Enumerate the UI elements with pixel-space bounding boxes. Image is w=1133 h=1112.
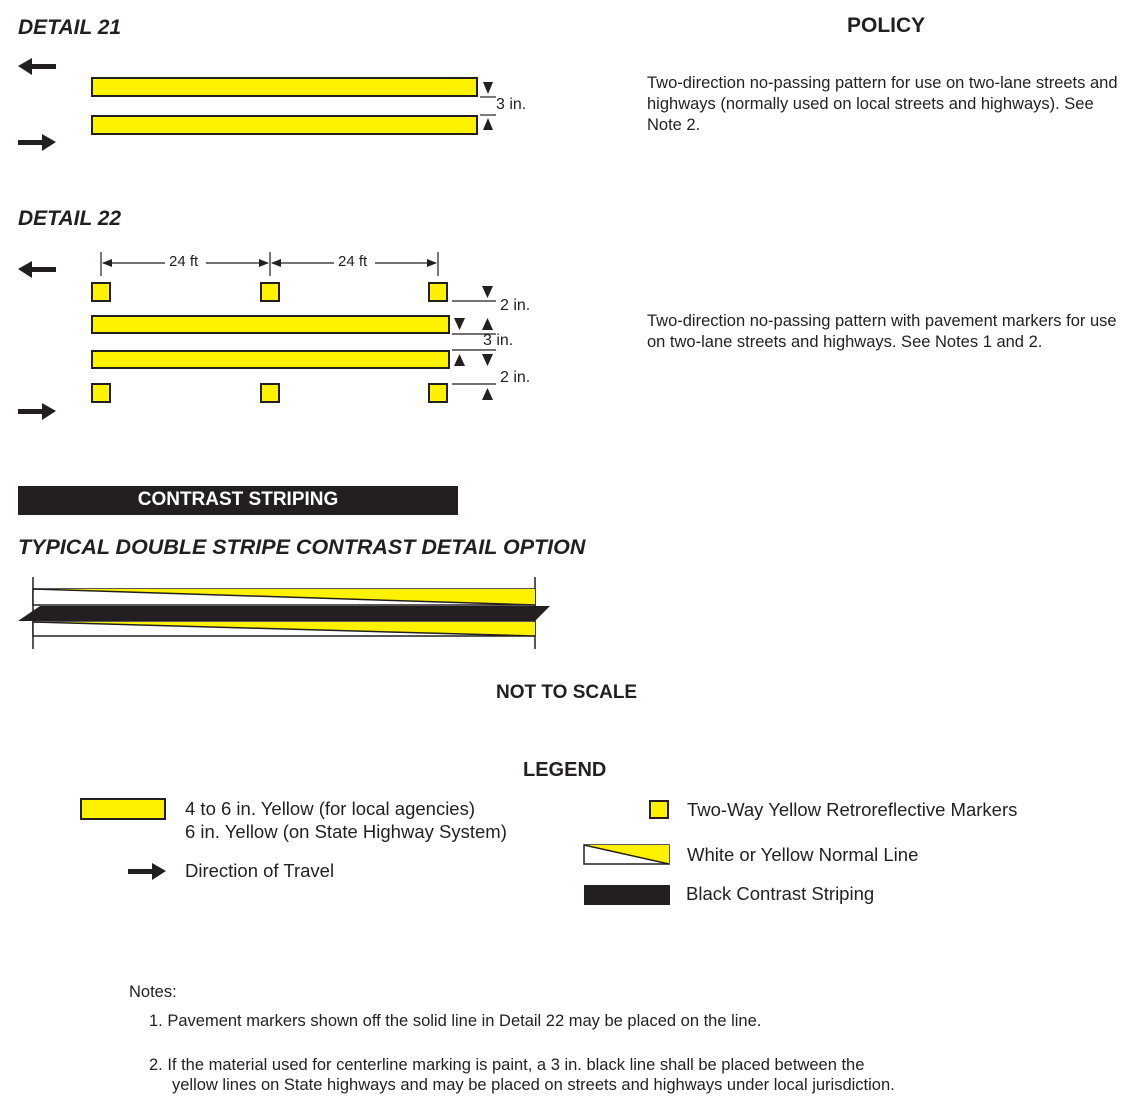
not-to-scale-label: NOT TO SCALE	[496, 682, 638, 703]
detail-22-dim-bottom: 2 in.	[500, 369, 531, 386]
detail-21-title: DETAIL 21	[18, 16, 122, 39]
legend-heading: LEGEND	[523, 759, 607, 781]
legend-yellow-line-label-2: 6 in. Yellow (on State Highway System)	[185, 821, 507, 842]
yellow-line-bottom	[92, 116, 477, 134]
dim-triangle-up-icon	[454, 354, 465, 366]
legend-yellow-line-swatch	[81, 799, 165, 819]
contrast-striping-drawing	[18, 577, 550, 649]
legend-marker-swatch	[650, 801, 668, 818]
dim-triangle-up-icon	[482, 388, 493, 400]
direction-arrow-left-icon	[18, 58, 56, 75]
legend-markers-label: Two-Way Yellow Retroreflective Markers	[687, 799, 1018, 820]
yellow-line-bottom	[92, 351, 449, 368]
contrast-subtitle: TYPICAL DOUBLE STRIPE CONTRAST DETAIL OPTION	[18, 535, 586, 559]
yellow-line-top	[92, 78, 477, 96]
dim-triangle-down-icon	[482, 286, 493, 298]
marker-square	[92, 384, 110, 402]
detail-22-title: DETAIL 22	[18, 207, 122, 230]
policy-heading: POLICY	[847, 14, 926, 37]
detail-21-policy-text: Two-direction no-passing pattern for use on two-lane streets and highways (normally used on local streets and highways). See Note 2.	[647, 74, 1118, 134]
direction-arrow-right-icon	[18, 403, 56, 420]
notes-heading: Notes:	[129, 983, 177, 1001]
yellow-line-top	[92, 316, 449, 333]
marker-square	[261, 384, 279, 402]
marker-square	[92, 283, 110, 301]
note-1: 1. Pavement markers shown off the solid line in Detail 22 may be placed on the line.	[149, 1012, 762, 1030]
dim-triangle-down-icon	[483, 82, 493, 94]
detail-21-drawing	[18, 58, 496, 151]
direction-arrow-left-icon	[18, 261, 56, 278]
detail-22-dim-top: 2 in.	[500, 297, 531, 314]
legend-black-striping-swatch	[584, 885, 670, 905]
legend-yellow-line-label-1: 4 to 6 in. Yellow (for local agencies)	[185, 798, 476, 819]
dim-triangle-down-icon	[482, 354, 493, 366]
dim-triangle-up-icon	[482, 318, 493, 330]
dim-triangle-down-icon	[454, 318, 465, 330]
marker-square	[261, 283, 279, 301]
dim-triangle-up-icon	[483, 118, 493, 130]
detail-22-spacing-2: 24 ft	[338, 253, 368, 270]
marker-square	[429, 384, 447, 402]
legend-normal-line-label: White or Yellow Normal Line	[687, 844, 919, 865]
detail-22-policy-text: Two-direction no-passing pattern with pavement markers for use on two-lane streets and highways. See Notes 1 and 2.	[647, 312, 1117, 351]
detail-22-drawing	[18, 252, 496, 420]
note-2-line-1: 2. If the material used for centerline marking is paint, a 3 in. black line shall be placed between the	[149, 1056, 865, 1074]
detail-21-dim-label: 3 in.	[496, 96, 527, 113]
marker-square	[429, 283, 447, 301]
note-2-line-2: yellow lines on State highways and may be placed on streets and highways under local jurisdiction.	[172, 1076, 895, 1094]
direction-arrow-right-icon	[18, 134, 56, 151]
legend-black-striping-label: Black Contrast Striping	[686, 883, 875, 904]
detail-22-dim-mid: 3 in.	[483, 332, 514, 349]
contrast-striping-banner: CONTRAST STRIPING	[18, 486, 458, 515]
legend-direction-label: Direction of Travel	[185, 860, 335, 881]
legend-direction-arrow-icon	[128, 863, 166, 880]
detail-22-spacing-1: 24 ft	[169, 253, 199, 270]
